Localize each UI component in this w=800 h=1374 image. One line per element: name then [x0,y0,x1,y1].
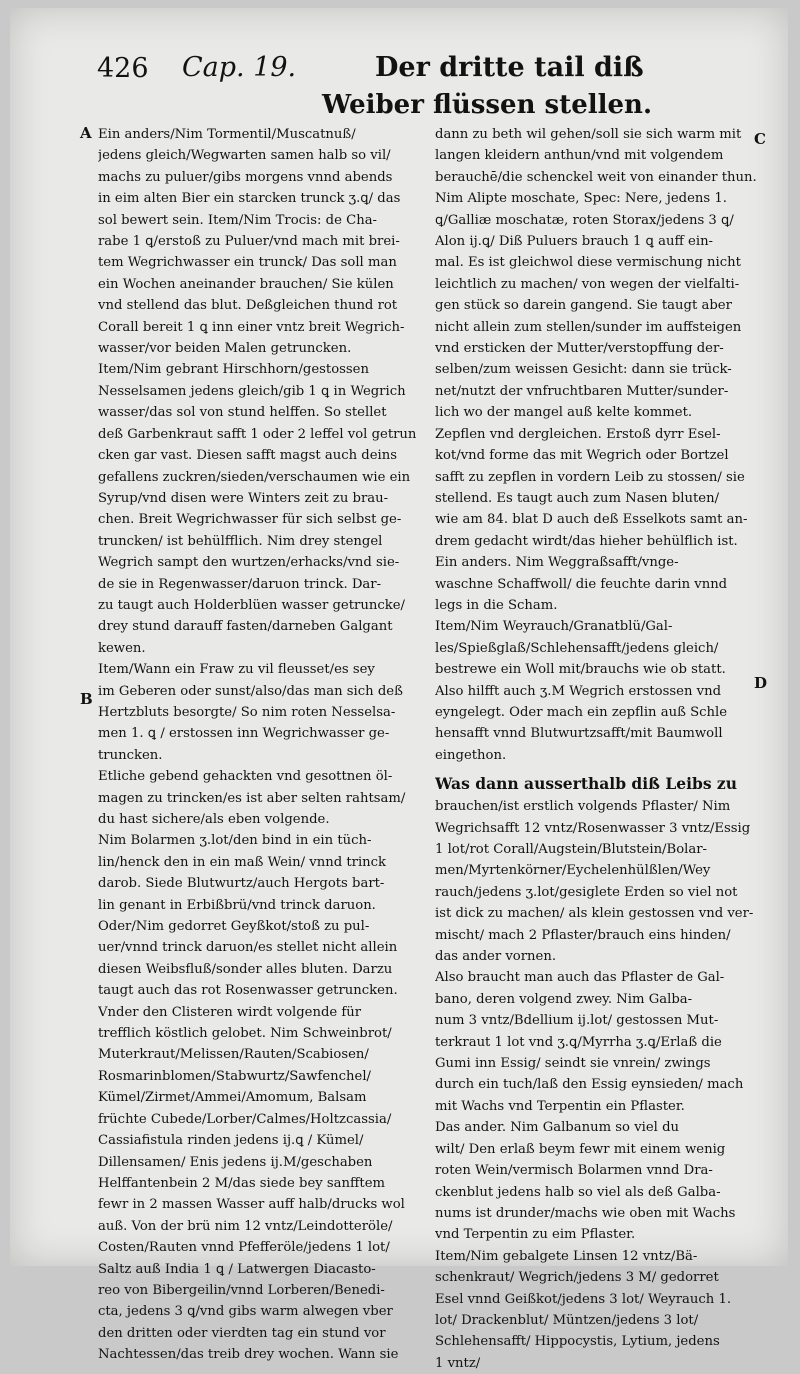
text-line: waschne Schaffwoll/ die feuchte darin vnnd [435,576,728,592]
margin-letter-d: D [754,674,768,692]
text-line: drey stund darauff fasten/darneben Galgant [98,619,393,635]
text-line: leichtlich zu machen/ von wegen der vielfalti- [435,276,740,292]
text-line: Ein anders/Nim Tormentil/Muscatnuß/ [98,127,356,142]
text-line: truncken/ ist behülfflich. Nim drey stengel [98,533,383,549]
section-title: Weiber flüssen stellen. [322,90,652,120]
text-line: hensafft vnnd Blutwurtzsafft/mit Baumwoll [435,726,723,742]
text-line: net/nutzt der vnfruchtbaren Mutter/sunder- [435,383,729,399]
running-title: Der dritte tail diß [375,52,644,83]
text-line: num 3 vntz/Bdellium ij.lot/ gestossen Mut- [435,1013,719,1029]
text-line: darob. Siede Blutwurtz/auch Hergots bart- [98,876,385,892]
subsection-heading: Was dann ausserthalb diß Leibs zu [435,774,738,794]
text-line: Item/Nim Weyrauch/Granatblü/Gal- [435,619,673,635]
text-line: les/Spießglaß/Schlehensafft/jedens gleich/ [435,640,719,656]
right-text-column [435,124,757,1374]
text-line: Item/Nim gebalgete Linsen 12 vntz/Bä- [435,1248,698,1264]
text-line: jedens gleich/Wegwarten samen halb so vil/ [98,148,391,164]
text-line: Syrup/vnd disen were Winters zeit zu brau- [98,490,389,506]
text-line: diesen Weibsfluß/sonder alles bluten. Darzu [98,961,393,977]
text-line: durch ein tuch/laß den Essig eynsieden/ mach [435,1077,744,1093]
text-line: fewr in 2 massen Wasser auff halb/drucks wol [98,1197,405,1213]
text-line: Costen/Rauten vnnd Pfefferöle/jedens 1 lot/ [98,1240,390,1256]
text-line: Rosmarinblomen/Stabwurtz/Sawfenchel/ [98,1068,371,1084]
text-line: trefflich köstlich gelobet. Nim Schweinbrot/ [98,1026,392,1042]
text-line: früchte Cubede/Lorber/Calmes/Holtzcassia/ [98,1111,392,1127]
text-line: ꝗ/Galliæ moschatæ, roten Storax/jedens 3 ꝗ/ [435,212,734,228]
text-line: 1 vntz/ [435,1355,481,1371]
text-line: machs zu puluer/gibs morgens vnnd abends [98,169,393,185]
text-line: Corall bereit 1 ꝗ inn einer vntz breit Wegrich- [98,319,405,335]
text-line: terkraut 1 lot vnd ʒ.ꝗ/Myrrha ʒ.ꝗ/Erlaß die [435,1034,722,1050]
text-line: tem Wegrichwasser ein trunck/ Das soll man [98,255,397,271]
text-line: Das ander. Nim Galbanum so viel du [435,1120,680,1136]
text-line: Esel vnnd Geißkot/jedens 3 lot/ Weyrauch 1. [435,1291,732,1307]
text-line: lot/ Drackenblut/ Müntzen/jedens 3 lot/ [435,1312,699,1328]
text-line: lin genant in Erbißbrü/vnd trinck daruon. [98,897,376,913]
text-line: wasser/vor beiden Malen getruncken. [98,341,352,357]
text-line: reo von Bibergeilin/vnnd Lorberen/Benedi- [98,1282,385,1298]
text-line: mal. Es ist gleichwol diese vermischung nicht [435,255,741,271]
text-line: cta, jedens 3 ꝗ/vnd gibs warm alwegen vber [98,1304,393,1320]
text-line: ist dick zu machen/ als klein gestossen vnd ver- [435,906,754,922]
text-line: Vnder den Clisteren wirdt volgende für [98,1004,362,1020]
text-line: Also braucht man auch das Pflaster de Gal- [435,970,725,986]
text-line: ckenblut jedens halb so viel als deß Galba- [435,1184,721,1200]
text-line: 1 lot/rot Corall/Augstein/Blutstein/Bolar- [435,842,707,857]
text-line: Kümel/Zirmet/Ammei/Amomum, Balsam [98,1090,367,1106]
text-line: de sie in Regenwasser/daruon trinck. Dar- [98,576,382,592]
page-number: 426 [97,53,149,84]
text-line: langen kleidern anthun/vnd mit volgendem [435,148,724,164]
text-line: rabe 1 ꝗ/erstoß zu Puluer/vnd mach mit brei- [98,234,400,250]
text-line: wie am 84. blat D auch deß Esselkots samt an- [435,512,748,528]
text-line: Etliche gebend gehackten vnd gesottnen öl- [98,769,393,785]
text-line: Schlehensafft/ Hippocystis, Lytium, jedens [435,1334,720,1350]
text-line: safft zu zepflen in vordern Leib zu stossen/ sie [435,469,745,485]
text-line: das ander vornen. [435,949,557,965]
text-line: Nesselsamen jedens gleich/gib 1 ꝗ in Wegrich [98,383,406,399]
margin-letter-a: A [80,124,92,142]
text-line: selben/zum weissen Gesicht: dann sie trück- [435,362,732,378]
text-line: Item/Nim gebrant Hirschhorn/gestossen [98,362,369,378]
text-line: Also hilfft auch ʒ.M Wegrich erstossen vnd [435,683,722,699]
text-line: Alon ij.ꝗ/ Diß Puluers brauch 1 ꝗ auff ein- [435,234,714,250]
text-line: Muterkraut/Melissen/Rauten/Scabiosen/ [98,1047,369,1063]
text-line: Zepflen vnd dergleichen. Erstoß dyrr Esel- [435,426,721,442]
text-line: zu taugt auch Holderblüen wasser getruncke/ [98,597,405,613]
text-line: deß Garbenkraut safft 1 oder 2 leffel vol getrun [98,426,417,442]
text-line: drem gedacht wirdt/das hieher behülflich ist. [435,533,738,549]
text-line: Gumi inn Essig/ seindt sie vnrein/ zwings [435,1056,711,1072]
text-line: Wegrichsafft 12 vntz/Rosenwasser 3 vntz/Essig [435,820,751,836]
text-line: men 1. ꝗ / erstossen inn Wegrichwasser ge- [98,726,390,742]
book-page [10,8,788,1371]
text-line: eingethon. [435,747,507,763]
text-line: du hast sichere/als eben volgende. [98,812,330,827]
text-line: wilt/ Den erlaß beym fewr mit einem wenig [435,1141,726,1157]
text-line: Hertzbluts besorgte/ So nim roten Nesselsa- [98,704,396,720]
text-line: lich wo der mangel auß kelte kommet. [435,405,693,421]
text-line: in eim alten Bier ein starcken trunck ʒ.ꝗ/ das [98,191,401,207]
text-line: Dillensamen/ Enis jedens ij.M/geschaben [98,1154,373,1170]
margin-letter-b: B [80,690,93,708]
text-line: berauchē/die schenckel weit von einander thun. [435,169,757,185]
text-line: brauchen/ist erstlich volgends Pflaster/ Nim [435,799,731,815]
text-line: nicht allein zum stellen/sunder im auffsteigen [435,319,742,335]
text-line: wasser/das sol von stund helffen. So stellet [98,405,387,421]
page-header [10,48,788,128]
text-line: vnd Terpentin zu eim Pflaster. [435,1227,636,1243]
text-line: Cassiafistula rinden jedens ij.ꝗ / Kümel/ [98,1133,364,1149]
text-line: Oder/Nim gedorret Geyßkot/stoß zu pul- [98,919,370,935]
text-line: Item/Wann ein Fraw zu vil fleusset/es sey [98,662,375,678]
text-line: kewen. [98,640,146,656]
text-line: bano, deren volgend zwey. Nim Galba- [435,991,693,1007]
text-line: Saltz auß India 1 ꝗ / Latwergen Diacasto- [98,1261,376,1277]
text-line: magen zu trincken/es ist aber selten rahtsam/ [98,790,406,806]
text-line: eyngelegt. Oder mach ein zepflin auß Schle [435,704,728,720]
text-line: gen stück so darein gangend. Sie taugt aber [435,298,732,314]
margin-letter-c: C [754,130,766,148]
text-line: Nachtessen/das treib drey wochen. Wann sie [98,1347,399,1363]
text-line: den dritten oder vierdten tag ein stund vor [98,1325,386,1341]
text-line: Ein anders. Nim Weggraßsafft/vnge- [435,555,679,571]
text-line: mit Wachs vnd Terpentin ein Pflaster. [435,1098,685,1114]
text-line: cken gar vast. Diesen safft magst auch deins [98,448,397,464]
text-line: vnd ersticken der Mutter/verstopffung der- [435,341,724,357]
text-line: vnd stellend das blut. Deßgleichen thund rot [98,298,398,314]
text-line: stellend. Es taugt auch zum Nasen bluten/ [435,490,720,506]
text-line: Nim Bolarmen ʒ.lot/den bind in ein tüch- [98,833,372,849]
text-line: im Geberen oder sunst/also/das man sich deß [98,683,403,699]
text-line: bestrewe ein Woll mit/brauchs wie ob statt. [435,662,726,678]
text-line: uer/vnnd trinck daruon/es stellet nicht allein [98,940,398,956]
text-line: Helffantenbein 2 M/das siede bey sanfftem [98,1175,386,1191]
text-line: kot/vnd forme das mit Wegrich oder Bortzel [435,448,729,464]
left-text-column [98,124,420,1366]
text-line: nums ist drunder/machs wie oben mit Wachs [435,1205,736,1221]
text-line: mischt/ mach 2 Pflaster/brauch eins hinden/ [435,927,731,943]
text-line: lin/henck den in ein maß Wein/ vnnd trinck [98,854,387,870]
text-line: taugt auch das rot Rosenwasser getruncken. [98,983,398,999]
text-line: truncken. [98,747,163,763]
text-line: Nim Alipte moschate, Spec: Nere, jedens 1. [435,191,727,207]
text-line: Wegrich sampt den wurtzen/erhacks/vnd sie- [98,555,400,571]
chapter-label: Cap. 19. [182,52,297,83]
text-line: legs in die Scham. [435,597,558,613]
text-line: sol bewert sein. Item/Nim Trocis: de Cha- [98,212,378,228]
text-line: schenkraut/ Wegrich/jedens 3 M/ gedorret [435,1270,719,1286]
text-line: roten Wein/vermisch Bolarmen vnnd Dra- [435,1163,713,1179]
text-line: gefallens zuckren/sieden/verschaumen wie ein [98,469,411,485]
text-line: rauch/jedens ʒ.lot/gesiglete Erden so viel not [435,884,738,900]
text-line: dann zu beth wil gehen/soll sie sich warm mit [435,127,742,142]
text-line: ein Wochen aneinander brauchen/ Sie külen [98,276,394,292]
text-line: chen. Breit Wegrichwasser für sich selbst ge- [98,512,402,528]
text-line: auß. Von der brü nim 12 vntz/Leindotteröle/ [98,1218,393,1234]
text-line: men/Myrtenkörner/Eychelenhülßlen/Wey [435,863,711,879]
